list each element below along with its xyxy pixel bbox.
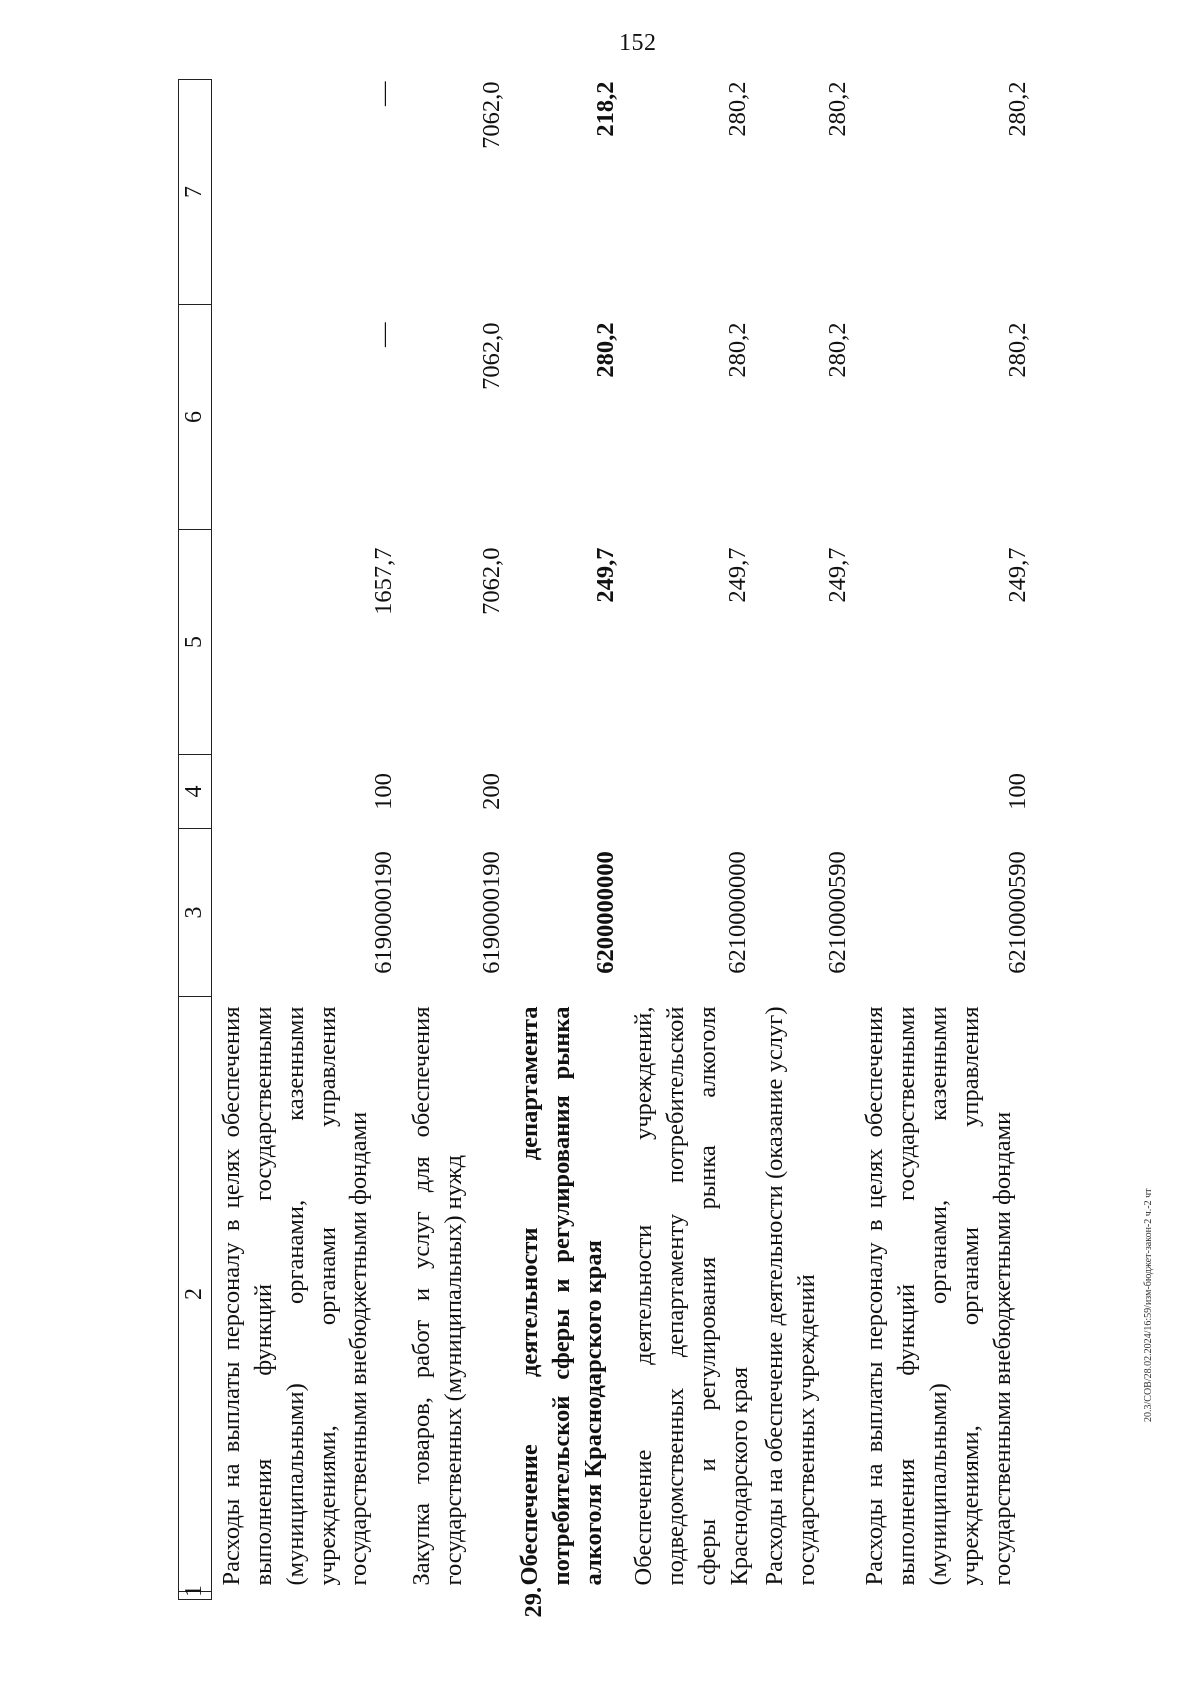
amount-col-5: 249,7 <box>823 547 851 603</box>
header-col-7: 7 <box>179 80 212 305</box>
expense-type-code <box>624 755 755 829</box>
table-row <box>755 80 855 1600</box>
amount-col-6: 280,2 <box>723 322 751 378</box>
table-row <box>624 80 755 1600</box>
table-row <box>212 80 403 1600</box>
amount-col-5: 249,7 <box>1003 547 1031 603</box>
target-code: 6210000590 <box>1003 851 1031 974</box>
amount-col-6: 280,2 <box>592 322 620 378</box>
amount-col-6: 7062,0 <box>478 322 506 390</box>
section-number: 29. <box>520 1586 547 1618</box>
table-row-section <box>510 80 624 1600</box>
row-number-cell <box>855 1592 1035 1600</box>
expense-type-code: 100 <box>1003 773 1031 810</box>
row-name: Закупка товаров, работ и услуг для обеспечения государственных (муниципальных) нужд <box>408 1006 467 1586</box>
row-number-cell <box>624 1592 755 1600</box>
row-number-cell <box>755 1592 855 1600</box>
amount-col-5: 1657,7 <box>370 547 398 615</box>
target-code: 6210000590 <box>823 851 851 974</box>
expense-type-code: 100 <box>370 773 398 810</box>
amount-col-5: 7062,0 <box>478 547 506 615</box>
target-code: 6210000000 <box>723 851 751 974</box>
row-number-cell <box>212 1592 403 1600</box>
header-col-2: 2 <box>179 997 212 1592</box>
table-header-row <box>179 80 212 1600</box>
row-name-cell <box>510 997 624 1618</box>
target-code: 6200000000 <box>592 851 620 974</box>
expense-type-code <box>510 755 624 829</box>
budget-table <box>178 79 1035 1618</box>
amount-col-7: — <box>370 81 398 106</box>
expense-type-code: 200 <box>478 773 506 810</box>
amount-col-7: 280,2 <box>823 81 851 137</box>
table-row <box>855 80 1035 1600</box>
header-col-1: 1 <box>179 1592 212 1600</box>
row-name: Обеспечение деятельности департамента потребительской сферы и регулирования рынка алкоголя Краснодарского края <box>516 1006 607 1586</box>
amount-col-6: 280,2 <box>1003 322 1031 378</box>
amount-col-5: 249,7 <box>592 547 620 603</box>
amount-col-6: — <box>370 322 398 347</box>
row-name: Обеспечение деятельности учреждений, подведомственных департаменту потребительской сферы и регулирования рынка алкоголя Краснодарского края <box>630 1006 753 1586</box>
amount-col-5: 249,7 <box>723 547 751 603</box>
target-code: 6190000190 <box>478 851 506 974</box>
section-name-wrap <box>514 1006 610 1618</box>
header-col-6: 6 <box>179 305 212 530</box>
amount-col-7: 7062,0 <box>478 81 506 149</box>
amount-col-6: 280,2 <box>823 322 851 378</box>
page-number: 152 <box>619 30 657 56</box>
amount-col-7: 280,2 <box>723 81 751 137</box>
document-reference: 20.3/СОВ/28.02.2024/16:59/изм-бюджет-закон-2 ч.-2 чт <box>1143 1188 1154 1422</box>
amount-col-7: 280,2 <box>1003 81 1031 137</box>
row-number-cell <box>402 1592 510 1600</box>
row-name: Расходы на выплаты персоналу в целях обеспечения выполнения функций государственными (муниципальными) органами, казенными учреждениями, органами управления государственными внебюджетными фондами <box>861 1006 1016 1586</box>
table-row <box>402 80 510 1600</box>
row-name: Расходы на выплаты персоналу в целях обеспечения выполнения функций государственными (муниципальными) органами, казенными учреждениями, органами управления государственными внебюджетными фондами <box>218 1006 373 1586</box>
header-col-5: 5 <box>179 530 212 755</box>
row-name: Расходы на обеспечение деятельности (оказание услуг) государственных учреждений <box>761 1006 821 1586</box>
expense-type-code <box>755 755 855 829</box>
header-col-4: 4 <box>179 755 212 829</box>
header-col-3: 3 <box>179 829 212 997</box>
amount-col-7: 218,2 <box>592 81 620 137</box>
target-code: 6190000190 <box>370 851 398 974</box>
rotated-table-container <box>178 80 1038 1618</box>
